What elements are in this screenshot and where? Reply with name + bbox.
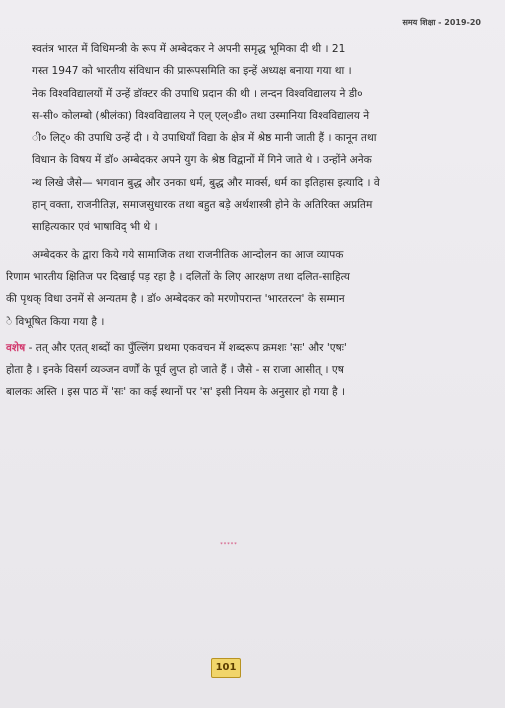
text-line: न्थ लिखे जैसे— भगवान बुद्ध और उनका धर्म, बुद्ध और मार्क्स, धर्म का इतिहास इत्यादि । वे — [32, 176, 380, 189]
text-line: होता है । इनके विसर्ग व्यञ्जन वर्णों के पूर्व लुप्त हो जाते हैं । जैसे - स राजा आसीत् । एष — [6, 364, 344, 377]
text-line: विधान के विषय में डॉ० अम्बेदकर अपने युग के श्रेष्ठ विद्वानों में गिने जाते थे । उन्होंने अनेक — [32, 154, 372, 167]
page-number: 101 — [211, 658, 241, 678]
paragraph-1 — [6, 38, 484, 239]
text-line: हान् वक्ता, राजनीतिज्ञ, समाजसुधारक तथा बहुत बड़े अर्थशास्त्री होने के अतिरिक्त अप्रतिम — [32, 199, 373, 212]
text-line — [6, 337, 484, 359]
paragraph-2 — [6, 244, 484, 333]
text-line: बालकः अस्ति । इस पाठ में 'सः' का कई स्थानों पर 'स' इसी नियम के अनुसार हो गया है । — [6, 386, 345, 399]
text-line: ी० लिट्० की उपाधि उन्हें दी । ये उपाधियाँ विद्या के क्षेत्र में श्रेष्ठ मानी जाती हैं । कानून तथा — [32, 132, 377, 145]
text-line: गस्त 1947 को भारतीय संविधान की प्रारूपसमिति का इन्हें अध्यक्ष बनाया गया था । — [32, 65, 352, 78]
running-header: समय शिक्षा - 2019-20 — [402, 18, 481, 27]
text-line: स-सी० कोलम्बो (श्रीलंका) विश्वविद्यालय ने एल् एल्०डी० तथा उस्मानिया विश्वविद्यालय ने — [32, 109, 370, 122]
vishesh-label: वशेष — [6, 341, 26, 354]
vishesh-first-line: - तत् और एतत् शब्दों का पुँल्लिंग प्रथमा एकवचन में शब्दरूप क्रमशः 'सः' और 'एषः' — [25, 341, 347, 354]
text-line: नेक विश्वविद्यालयों में उन्हें डॉक्टर की उपाधि प्रदान की थी । लन्दन विश्वविद्यालय ने डी० — [32, 87, 363, 100]
text-line: रिणाम भारतीय क्षितिज पर दिखाई पड़ रहा है । दलितों के लिए आरक्षण तथा दलित-साहित्य — [6, 270, 350, 283]
text-line: े विभूषित किया गया है । — [6, 315, 105, 328]
text-line: अम्बेदकर के द्वारा किये गये सामाजिक तथा राजनीतिक आन्दोलन का आज व्यापक — [32, 248, 344, 261]
text-line: साहित्यकार एवं भाषाविद् भी थे । — [32, 221, 158, 234]
section-ornament: ***** — [220, 542, 238, 548]
page-body — [6, 38, 484, 404]
vishesh-note — [6, 337, 484, 404]
text-line: स्वतंत्र भारत में विधिमन्त्री के रूप में अम्बेदकर ने अपनी समृद्ध भूमिका दी थी । 21 — [32, 43, 346, 55]
text-line: की पृथक् विधा उनमें से अन्यतम है । डॉ० अम्बेदकर को मरणोपरान्त 'भारतरत्न' के सम्मान — [6, 293, 345, 306]
